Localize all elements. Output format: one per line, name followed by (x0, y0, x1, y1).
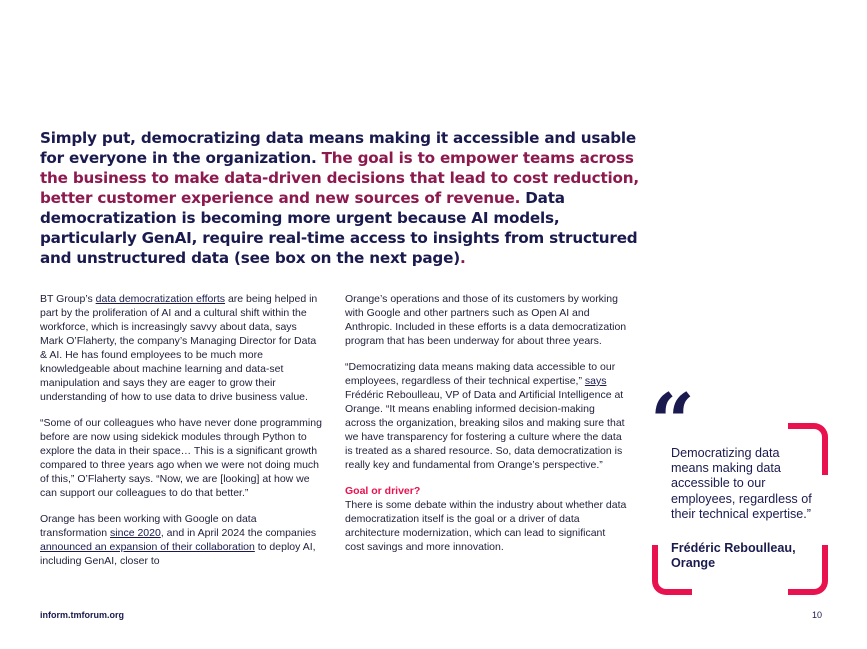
footer-site-link[interactable]: inform.tmforum.org (40, 610, 124, 620)
says-link[interactable]: says (584, 375, 607, 387)
right-column (345, 292, 627, 566)
text-span: BT Group’s (40, 293, 96, 305)
data-democratization-link[interactable]: data democratization efforts (95, 293, 226, 305)
page-number: 10 (812, 610, 823, 620)
quote-mark-icon: “ (650, 377, 695, 468)
since-2020-link[interactable]: since 2020 (110, 527, 161, 539)
text-span: Orange has been working with Google on data transformation (40, 513, 257, 539)
pull-quote-text: Democratizing data means making data accessible to our employees, regardless of their technical expertise.” (671, 446, 812, 521)
intro-paragraph (40, 128, 640, 268)
text-span: Frédéric Reboulleau, VP of Data and Artificial Intelligence at Orange. “It means enabling informed decision-making across the organization, breaking silos and making sure that we have transparency for fostering a culture where the data is treated as a shared resource. So, data democratization is really key and fundamental from Orange’s perspective.” (345, 389, 625, 471)
text-span: are being helped in part by the proliferation of AI and a cultural shift within the workforce, which is increasingly savvy about data, says Mark O’Flaherty, the company’s Managing Director for Data & AI. He has found employees to be much more knowledgeable about machine learning and data-set manipulation and says they are eager to grow their understanding of how to use data to drive business value. (40, 293, 318, 403)
left-paragraph-1 (40, 292, 322, 404)
text-span: to deploy AI, including GenAI, closer to (40, 541, 316, 567)
right-paragraph-1: Orange’s operations and those of its customers by working with Google and other partners such as Open AI and Anthropic. Included in these efforts is a data democratization program that has been underway for about three years. (345, 293, 627, 347)
text-span: “Democratizing data means making data accessible to our employees, regardless of their technical expertise,” (345, 361, 616, 387)
text-span: There is some debate within the industry about whether data democratization itself is the goal or a driver of data architecture modernization, which can lead to significant cost savings and more innovation. (345, 499, 627, 553)
pull-quote-attribution: Frédéric Reboulleau, Orange (671, 541, 796, 571)
text-span: , and in April 2024 the companies (160, 527, 317, 539)
left-paragraph-3 (40, 512, 322, 568)
intro-sentence-3: Data democratization is becoming more urgent because AI models, particularly GenAI, require real-time access to insights from structured and unstructured data (see box on the next page) (40, 189, 638, 267)
intro-sentence-1: Simply put, democratizing data means making it accessible and usable for everyone in the organization. (40, 129, 637, 167)
right-paragraph-3 (345, 484, 627, 554)
left-column (40, 292, 322, 580)
intro-sentence-3-end: . (459, 249, 466, 267)
right-paragraph-2 (345, 360, 627, 472)
section-subheading: Goal or driver? (345, 485, 421, 497)
intro-sentence-2: The goal is to empower teams across the business to make data-driven decisions that lead to cost reduction, better customer experience and new sources of revenue. (40, 149, 639, 207)
left-paragraph-2: “Some of our colleagues who have never done programming before are now using sidekick modules through Python to explore the data in their space… This is a significant growth compared to three years ago when we were not doing much of this,” O’Flaherty says. “Now, we are [looking] at how we can support our colleagues to do that better.” (40, 417, 322, 499)
collaboration-link[interactable]: announced an expansion of their collaboration (40, 541, 255, 553)
